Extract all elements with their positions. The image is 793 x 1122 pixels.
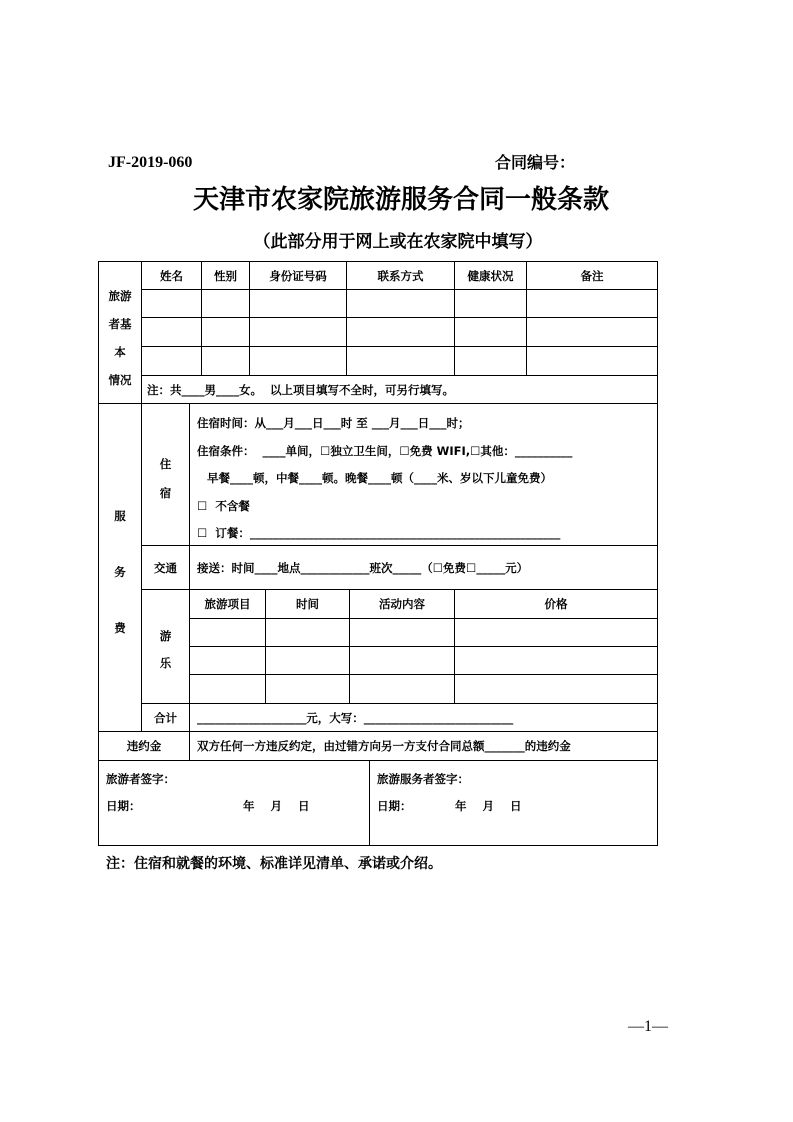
- total-label: 合计: [141, 703, 190, 732]
- entertainment-label-char: 游: [159, 629, 172, 643]
- tourist-info-label-line: 情况: [108, 373, 132, 387]
- activity-row-3-price-cell: [454, 674, 658, 704]
- tourist-row-3-health-cell: [454, 346, 527, 376]
- transport-label: 交通: [141, 545, 190, 590]
- column-header-price: 价格: [454, 589, 658, 619]
- tourist-row-2-gender-cell: [201, 317, 250, 347]
- lodging-meals-line: 早餐____顿，中餐____顿。晚餐____顿（____米、岁以下儿童免费）: [207, 471, 552, 485]
- lodging-label-char: 住: [159, 457, 172, 471]
- activity-row-1-content-cell: [349, 618, 455, 647]
- document-code: JF-2019-060: [108, 154, 193, 171]
- penalty-label: 违约金: [98, 731, 190, 761]
- penalty-clause: 双方任何一方违反约定，由过错方向另一方支付合同总额_______的违约金: [189, 731, 658, 761]
- tourist-signature-label: 旅游者签字：: [106, 772, 175, 786]
- tourist-date-units: 年 月 日: [243, 799, 310, 813]
- activity-row-2-content-cell: [349, 646, 455, 675]
- footer-note: 注：住宿和就餐的环境、标准详见清单、承诺或介绍。: [106, 856, 442, 872]
- activity-row-2-time-cell: [265, 646, 350, 675]
- provider-signature-box: [369, 760, 658, 846]
- tourist-info-label: [98, 261, 142, 404]
- activity-row-3-project-cell: [189, 674, 266, 704]
- service-fee-label-char: 服: [114, 509, 126, 523]
- column-header-id-number: 身份证号码: [249, 261, 347, 290]
- tourist-count-note: 注：共____男____女。 以上项目填写不全时，可另行填写。: [141, 375, 658, 404]
- contract-number-label: 合同编号：: [495, 153, 576, 172]
- tourist-row-1-name-cell: [141, 289, 202, 318]
- tourist-row-1-id-number-cell: [249, 289, 347, 318]
- column-header-activity: 活动内容: [349, 589, 455, 619]
- tourist-row-2-name-cell: [141, 317, 202, 347]
- column-header-contact: 联系方式: [346, 261, 455, 290]
- lodging-label: [141, 403, 190, 546]
- tourist-row-3-id-number-cell: [249, 346, 347, 376]
- service-fee-label-char: 务: [114, 565, 126, 579]
- tourist-row-1-health-cell: [454, 289, 527, 318]
- activity-row-1-price-cell: [454, 618, 658, 647]
- tourist-row-2-health-cell: [454, 317, 527, 347]
- order-meal-option: ☐ 订餐：______________________________________________________: [197, 526, 561, 540]
- tourist-info-label-line: 旅游: [108, 289, 132, 303]
- tourist-row-1-contact-cell: [346, 289, 455, 318]
- tourist-row-1-remarks-cell: [526, 289, 658, 318]
- tourist-row-3-contact-cell: [346, 346, 455, 376]
- contract-table: [98, 261, 658, 846]
- tourist-row-1-gender-cell: [201, 289, 250, 318]
- tourist-row-2-remarks-cell: [526, 317, 658, 347]
- lodging-conditions-line: 住宿条件： ____单间，☐独立卫生间，☐免费 WIFI,☐其他：__________: [197, 443, 573, 458]
- tourist-row-3-name-cell: [141, 346, 202, 376]
- activity-row-2-project-cell: [189, 646, 266, 675]
- service-fee-label: [98, 403, 142, 732]
- entertainment-label: [141, 589, 190, 704]
- tourist-info-label-line: 者基: [108, 317, 132, 331]
- tourist-info-label-line: 本: [114, 345, 126, 359]
- lodging-label-char: 宿: [159, 486, 172, 500]
- entertainment-label-char: 乐: [159, 656, 172, 670]
- activity-row-2-price-cell: [454, 646, 658, 675]
- provider-date-label: 日期：: [377, 799, 412, 813]
- activity-row-3-content-cell: [349, 674, 455, 704]
- activity-row-1-time-cell: [265, 618, 350, 647]
- column-header-time: 时间: [265, 589, 350, 619]
- page-number: —1—: [628, 1018, 668, 1035]
- tourist-row-3-remarks-cell: [526, 346, 658, 376]
- column-header-name: 姓名: [141, 261, 202, 290]
- tourist-row-2-contact-cell: [346, 317, 455, 347]
- column-header-project: 旅游项目: [189, 589, 266, 619]
- page-subtitle: （此部分用于网上或在农家院中填写）: [253, 232, 543, 252]
- tourist-row-2-id-number-cell: [249, 317, 347, 347]
- tourist-row-3-gender-cell: [201, 346, 250, 376]
- service-fee-label-char: 费: [114, 621, 126, 635]
- tourist-signature-box: [98, 760, 370, 846]
- page-title: 天津市农家院旅游服务合同一般条款: [192, 185, 609, 215]
- total-amount-line: ___________________元，大写：__________________________: [189, 703, 658, 732]
- column-header-health: 健康状况: [454, 261, 527, 290]
- column-header-remarks: 备注: [526, 261, 658, 290]
- activity-row-3-time-cell: [265, 674, 350, 704]
- provider-signature-label: 旅游服务者签字：: [377, 772, 469, 786]
- tourist-date-label: 日期：: [106, 799, 141, 813]
- no-meal-option: ☐ 不含餐: [197, 498, 250, 513]
- lodging-time-line: 住宿时间：从___月___日___时 至 ___月___日___时；: [197, 416, 470, 430]
- lodging-details: [189, 403, 658, 546]
- transport-details: 接送：时间____地点____________班次_____（☐免费☐_____元）: [189, 545, 658, 590]
- column-header-gender: 性别: [201, 261, 250, 290]
- provider-date-units: 年 月 日: [455, 799, 522, 813]
- activity-row-1-project-cell: [189, 618, 266, 647]
